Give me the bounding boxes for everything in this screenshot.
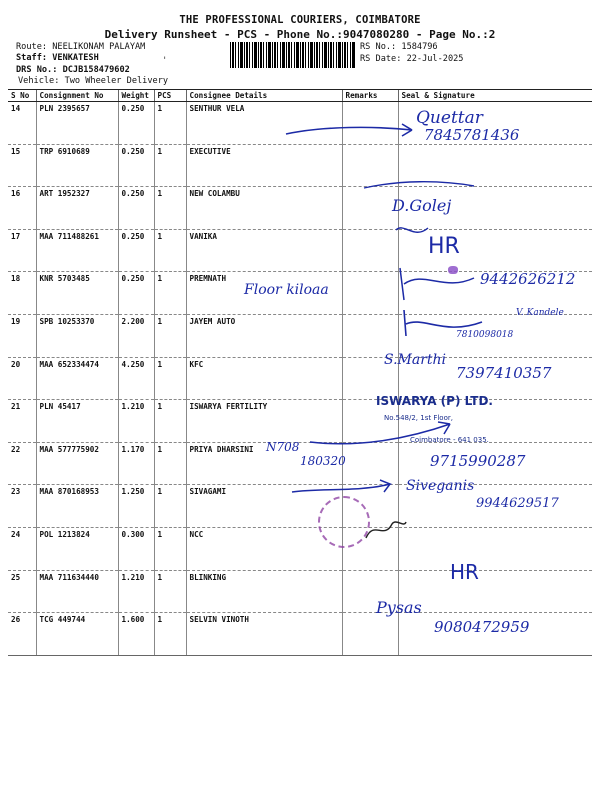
cell-weight: 0.250 — [118, 144, 154, 187]
signature-16: D.Golej — [392, 196, 452, 215]
cell-pcs: 1 — [154, 613, 186, 656]
cell-consignee: NEW COLAMBU — [186, 187, 342, 230]
route-label: Route: NEELIKONAM PALAYAM — [16, 42, 146, 52]
cell-consignee: EXECUTIVE — [186, 144, 342, 187]
signature-22-phone: 9715990287 — [430, 452, 526, 470]
barcode — [230, 42, 356, 68]
cell-consignee: VANIKA — [186, 229, 342, 272]
signature-14-phone: 7845781436 — [424, 126, 520, 144]
cell-weight: 1.170 — [118, 442, 154, 485]
cell-weight: 2.200 — [118, 314, 154, 357]
vehicle-label: Vehicle: Two Wheeler Delivery — [18, 76, 169, 86]
signature-19-phone: 7810098018 — [456, 330, 514, 340]
staff-label: Staff: VENKATESH — [16, 53, 99, 63]
signature-18-phone: 9442626212 — [480, 270, 576, 288]
cell-pcs: 1 — [154, 272, 186, 315]
cell-consignment: TCG 449744 — [36, 613, 118, 656]
cell-consignment: PLN 2395657 — [36, 102, 118, 145]
table-header-row — [8, 90, 592, 102]
remark-22-b: 180320 — [300, 454, 346, 468]
cell-sno: 26 — [8, 613, 36, 656]
cell-remarks — [342, 613, 398, 656]
cell-weight: 1.210 — [118, 570, 154, 613]
cell-consignment: MAA 652334474 — [36, 357, 118, 400]
cell-weight: 0.250 — [118, 187, 154, 230]
signature-24-scrawl — [364, 514, 408, 544]
cell-weight: 1.600 — [118, 613, 154, 656]
col-remarks: Remarks — [342, 90, 398, 102]
col-sno: S No — [8, 90, 36, 102]
cell-consignee: SENTHUR VELA — [186, 102, 342, 145]
cell-sno: 17 — [8, 229, 36, 272]
company-title: THE PROFESSIONAL COURIERS, COIMBATORE — [179, 14, 421, 26]
cell-sno: 15 — [8, 144, 36, 187]
cell-pcs: 1 — [154, 527, 186, 570]
signature-26-phone: 9080472959 — [434, 618, 530, 636]
signature-25: HR — [450, 560, 479, 584]
rs-number: RS No.: 1584796 — [360, 42, 438, 52]
cell-pcs: 1 — [154, 400, 186, 443]
stamp-21-line1: No.548/2, 1st Floor, — [384, 414, 453, 422]
table-row — [8, 570, 592, 613]
drs-number: DRS No.: DCJB158479602 — [16, 65, 130, 75]
cell-consignee: SELVIN VINOTH — [186, 613, 342, 656]
signature-18-scrawl — [394, 264, 480, 304]
cell-pcs: 1 — [154, 229, 186, 272]
cell-consignment: MAA 577775902 — [36, 442, 118, 485]
cell-pcs: 1 — [154, 442, 186, 485]
col-consignee: Consignee Details — [186, 90, 342, 102]
cell-pcs: 1 — [154, 485, 186, 528]
signature-20-phone: 7397410357 — [456, 364, 552, 382]
signature-17: HR — [428, 234, 460, 259]
cell-remarks — [342, 272, 398, 315]
cell-remarks — [342, 314, 398, 357]
remark-22-a: N708 — [266, 440, 300, 454]
signature-19-name: V. Kandele — [516, 308, 564, 318]
tick-mark: ' — [162, 56, 168, 66]
round-seal-24 — [318, 496, 370, 548]
cell-sno: 16 — [8, 187, 36, 230]
cell-weight: 4.250 — [118, 357, 154, 400]
cell-consignee: JAYEM AUTO — [186, 314, 342, 357]
cell-consignee: SIVAGAMI — [186, 485, 342, 528]
cell-remarks — [342, 229, 398, 272]
cell-consignment: MAA 711634440 — [36, 570, 118, 613]
cell-sno: 21 — [8, 400, 36, 443]
cell-sno: 18 — [8, 272, 36, 315]
cell-weight: 1.250 — [118, 485, 154, 528]
table-row — [8, 229, 592, 272]
cell-sno: 22 — [8, 442, 36, 485]
cell-sno: 20 — [8, 357, 36, 400]
cell-pcs: 1 — [154, 187, 186, 230]
col-pcs: PCS — [154, 90, 186, 102]
cell-sno: 19 — [8, 314, 36, 357]
cell-consignment: MAA 870168953 — [36, 485, 118, 528]
signature-20-name: S.Marthi — [384, 352, 447, 368]
stamp-21-title: ISWARYA (P) LTD. — [376, 394, 493, 408]
cell-pcs: 1 — [154, 314, 186, 357]
col-weight: Weight — [118, 90, 154, 102]
cell-signature — [398, 527, 592, 570]
cell-consignment: MAA 711488261 — [36, 229, 118, 272]
col-consignment: Consignment No — [36, 90, 118, 102]
cell-sno: 23 — [8, 485, 36, 528]
runsheet-subtitle: Delivery Runsheet - PCS - Phone No.:9047080280 - Page No.:2 — [104, 28, 496, 41]
stamp-21-line2: Coimbatore - 641 035. — [410, 436, 489, 444]
col-signature: Seal & Signature — [398, 90, 592, 102]
cell-sno: 14 — [8, 102, 36, 145]
cell-weight: 0.250 — [118, 229, 154, 272]
line-mark-16 — [360, 176, 480, 196]
cell-consignee: BLINKING — [186, 570, 342, 613]
cell-weight: 0.250 — [118, 272, 154, 315]
cell-pcs: 1 — [154, 102, 186, 145]
cell-weight: 1.210 — [118, 400, 154, 443]
table-row — [8, 144, 592, 187]
cell-consignee: ISWARYA FERTILITY — [186, 400, 342, 443]
cell-consignee: PRIYA DHARSINI — [186, 442, 342, 485]
cell-consignee: KFC — [186, 357, 342, 400]
cell-weight: 0.300 — [118, 527, 154, 570]
signature-23-phone: 9944629517 — [476, 496, 559, 511]
cell-sno: 25 — [8, 570, 36, 613]
cell-consignment: POL 1213824 — [36, 527, 118, 570]
cell-pcs: 1 — [154, 570, 186, 613]
cell-consignee: PREMNATH — [186, 272, 342, 315]
cell-weight: 0.250 — [118, 102, 154, 145]
table-row — [8, 187, 592, 230]
cell-consignment: TRP 6910689 — [36, 144, 118, 187]
table-row — [8, 527, 592, 570]
rs-date: RS Date: 22-Jul-2025 — [360, 54, 464, 64]
cell-signature — [398, 570, 592, 613]
remark-18: Floor kiloaa — [244, 282, 329, 298]
arrow-mark-22 — [300, 418, 460, 454]
cell-consignment: SPB 10253370 — [36, 314, 118, 357]
arrow-mark-14 — [284, 118, 424, 144]
cell-consignment: ART 1952327 — [36, 187, 118, 230]
signature-26-name: Pysas — [376, 598, 422, 617]
cell-pcs: 1 — [154, 357, 186, 400]
cell-consignment: KNR 5703485 — [36, 272, 118, 315]
cell-pcs: 1 — [154, 144, 186, 187]
cell-consignee: NCC — [186, 527, 342, 570]
cell-consignment: PLN 45417 — [36, 400, 118, 443]
cell-sno: 24 — [8, 527, 36, 570]
signature-23-name: Siveganis — [406, 478, 475, 494]
signature-14-name: Quettar — [416, 108, 483, 128]
